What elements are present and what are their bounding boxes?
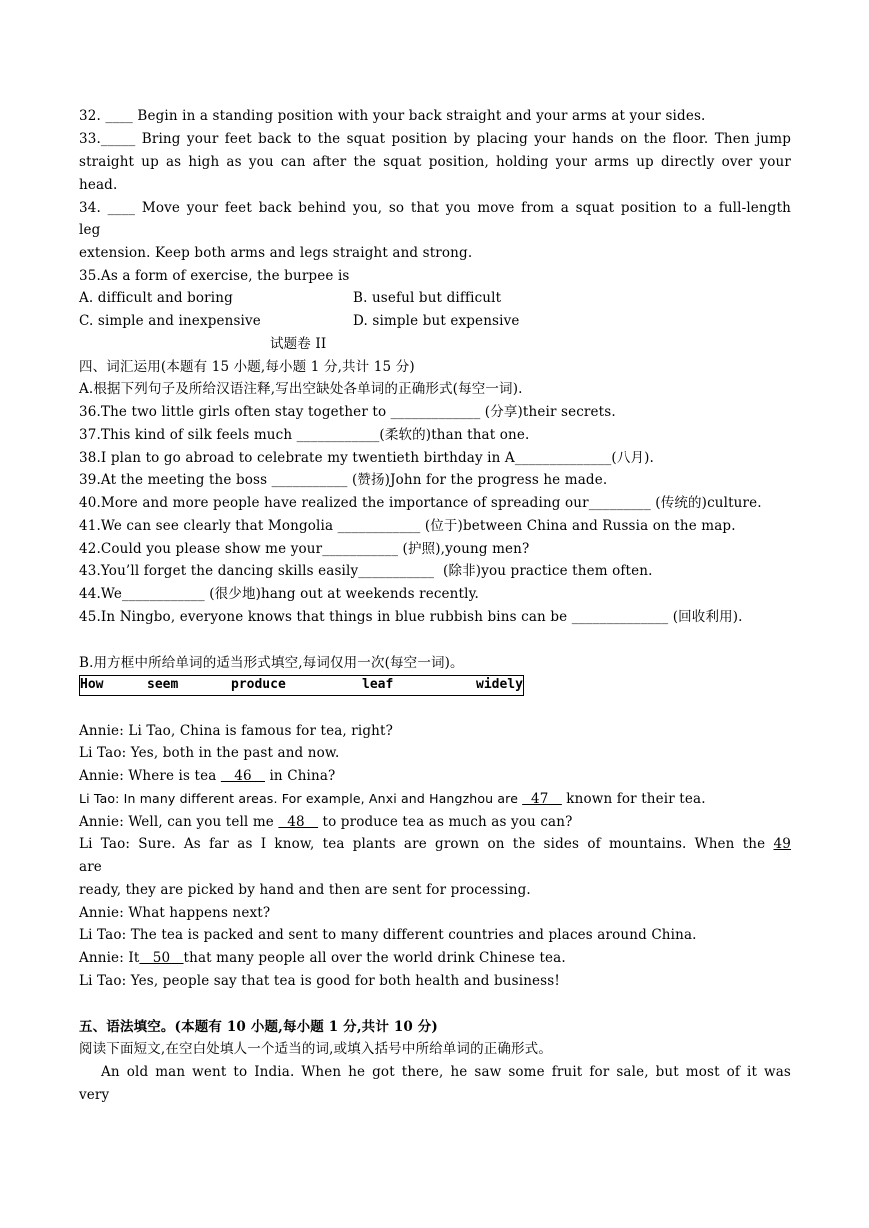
dialogue-line-10: Annie: It 50 that many people all over the world drink Chinese tea. — [79, 950, 566, 966]
section5-instruction: 阅读下面短文,在空白处填人一个适当的词,或填入括号中所给单词的正确形式。 — [79, 1041, 552, 1057]
item-34-line2: leg — [79, 222, 101, 238]
item-34-line3: extension. Keep both arms and legs straight and strong. — [79, 245, 473, 261]
section4-partA-instruction: A.根据下列句子及所给汉语注释,写出空缺处各单词的正确形式(每空一词). — [79, 381, 523, 397]
item-43: 43.You’ll forget the dancing skills easily___________ (除非)you practice them often. — [79, 563, 653, 579]
item-44: 44.We____________ (很少地)hang out at weekends recently. — [79, 586, 479, 602]
dialogue-line-7: ready, they are picked by hand and then are sent for processing. — [79, 882, 531, 898]
q35-option-a: A. difficult and boring — [79, 290, 233, 306]
item-34-line1: 34. ____ Move your feet back behind you, so that you move from a squat position to a full-length — [79, 200, 791, 216]
q35-option-d: D. simple but expensive — [353, 313, 520, 329]
dialogue-line-2: Li Tao: Yes, both in the past and now. — [79, 745, 340, 761]
word-widely: widely — [476, 677, 523, 692]
item-42: 42.Could you please show me your___________ (护照),young men? — [79, 541, 530, 557]
blank-47: 47 — [522, 791, 562, 807]
item-33-line3: head. — [79, 177, 118, 193]
item-38: 38.I plan to go abroad to celebrate my twentieth birthday in A______________(八月). — [79, 450, 654, 466]
passage-line-1: An old man went to India. When he got there, he saw some fruit for sale, but most of it was — [101, 1064, 791, 1080]
item-32: 32. ____ Begin in a standing position with your back straight and your arms at your sides. — [79, 108, 706, 124]
word-seem: seem — [147, 677, 179, 692]
blank-50: 50 — [139, 950, 184, 966]
q35-option-b: B. useful but difficult — [353, 290, 502, 306]
q35-option-c: C. simple and inexpensive — [79, 313, 261, 329]
section5-heading: 五、语法填空。(本题有 10 小题,每小题 1 分,共计 10 分) — [79, 1019, 438, 1035]
blank-49: 49 — [773, 836, 791, 852]
dialogue-line-1: Annie: Li Tao, China is famous for tea, right? — [79, 723, 393, 739]
section4-heading: 四、词汇运用(本题有 15 小题,每小题 1 分,共计 15 分) — [79, 359, 415, 375]
item-36: 36.The two little girls often stay together to _____________ (分享)their secrets. — [79, 404, 616, 420]
blank-46: 46 — [220, 768, 266, 784]
word-leaf: leaf — [362, 677, 394, 692]
item-37: 37.This kind of silk feels much ____________(柔软的)than that one. — [79, 427, 530, 443]
section4-partB-instruction: B.用方框中所给单词的适当形式填空,每词仅用一次(每空一词)。 — [79, 655, 464, 671]
item-41: 41.We can see clearly that Mongolia ____________ (位于)between China and Russia on the map. — [79, 518, 736, 534]
passage-line-2: very — [79, 1087, 110, 1103]
item-39: 39.At the meeting the boss ___________ (赞扬)John for the progress he made. — [79, 472, 608, 488]
item-45: 45.In Ningbo, everyone knows that things in blue rubbish bins can be ______________ (回收利用). — [79, 609, 743, 625]
item-35-stem: 35.As a form of exercise, the burpee is — [79, 268, 350, 284]
dialogue-line-3: Annie: Where is tea 46 in China? — [79, 768, 336, 784]
item-33-line1: 33._____ Bring your feet back to the squat position by placing your hands on the floor. Then jump — [79, 131, 791, 147]
dialogue-line-11: Li Tao: Yes, people say that tea is good for both health and business! — [79, 973, 560, 989]
item-40: 40.More and more people have realized the importance of spreading our_________ (传统的)culture. — [79, 495, 762, 511]
dialogue-line-9: Li Tao: The tea is packed and sent to many different countries and places around China. — [79, 927, 697, 943]
dialogue-line-8: Annie: What happens next? — [79, 905, 271, 921]
blank-48: 48 — [278, 814, 319, 830]
dialogue-line-5: Annie: Well, can you tell me 48 to produce tea as much as you can? — [79, 814, 573, 830]
dialogue-line-6-cont: are — [79, 859, 102, 875]
word-box — [79, 675, 524, 696]
paper-two-title: 试题卷 II — [270, 336, 327, 352]
dialogue-line-6: Li Tao: Sure. As far as I know, tea plants are grown on the sides of mountains. When the 49 — [79, 836, 791, 852]
item-33-line2: straight up as high as you can after the squat position, holding your arms up directly over your — [79, 154, 791, 170]
word-produce: produce — [231, 677, 286, 692]
word-how: How — [80, 677, 104, 692]
dialogue-line-4: Li Tao: In many different areas. For example, Anxi and Hangzhou are 47 known for their tea. — [79, 791, 706, 807]
